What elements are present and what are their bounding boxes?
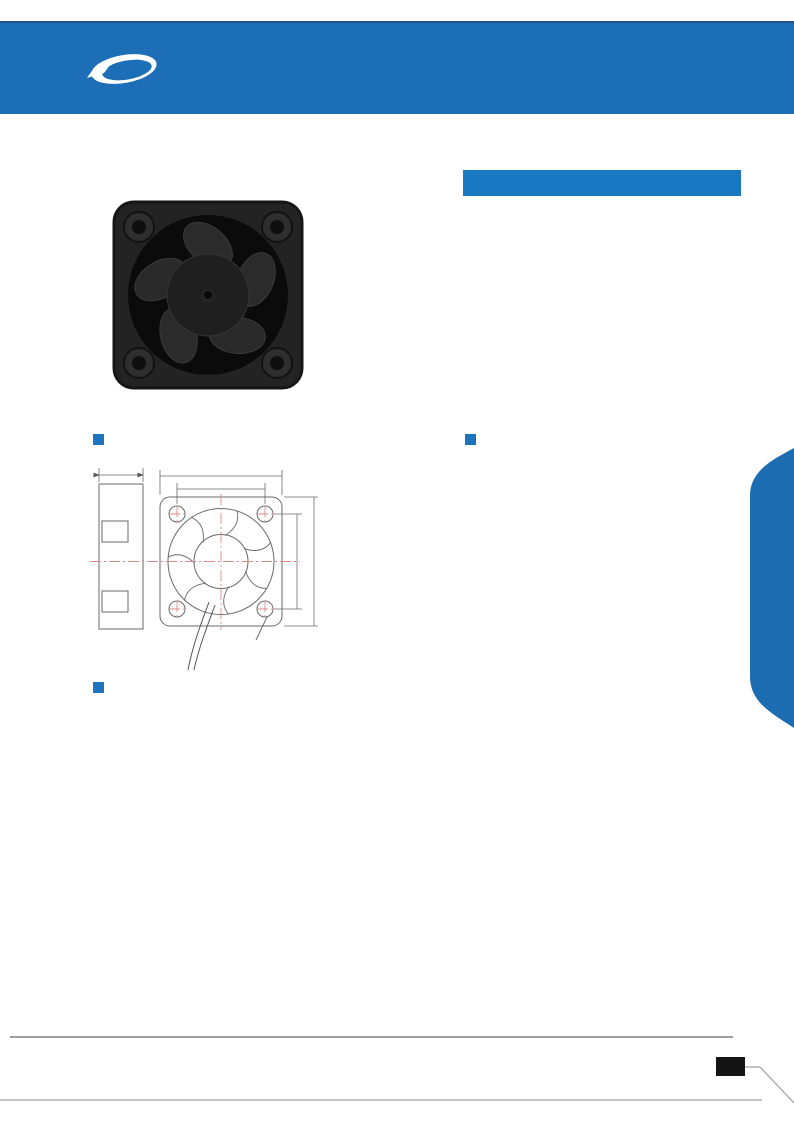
fan-product-image — [106, 196, 311, 396]
blue-square-bullet-icon — [465, 434, 476, 445]
general-specs-title-bar — [463, 170, 741, 196]
table-section-title — [93, 682, 112, 693]
characteristic-curves-chart — [428, 458, 708, 678]
curves-section-title — [465, 434, 484, 445]
side-tab — [750, 448, 794, 728]
blue-square-bullet-icon — [93, 434, 104, 445]
dimensions-drawing — [88, 454, 423, 682]
footer-divider — [10, 1036, 733, 1038]
dimensions-section-title — [93, 434, 112, 445]
brand-logo-icon — [86, 51, 160, 87]
footer-decoration — [0, 1050, 794, 1123]
header-bar — [0, 21, 794, 114]
blue-square-bullet-icon — [93, 682, 104, 693]
